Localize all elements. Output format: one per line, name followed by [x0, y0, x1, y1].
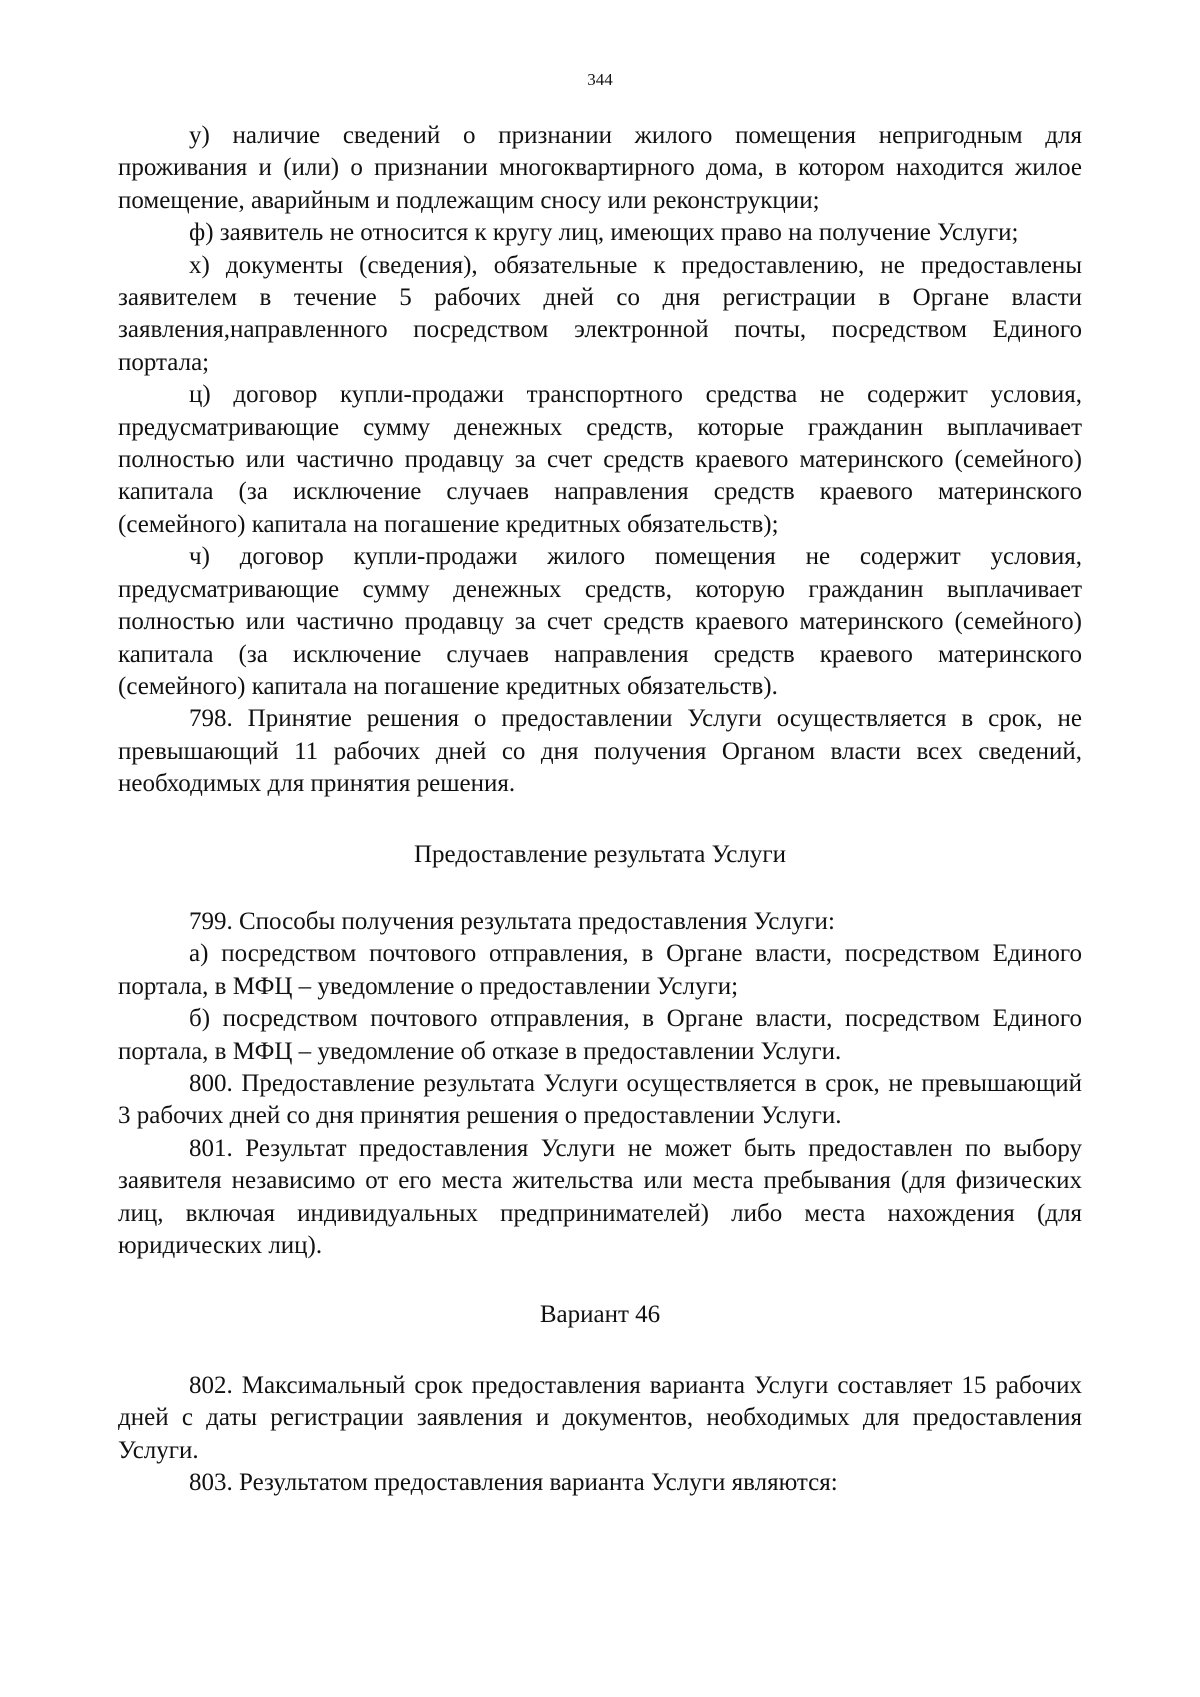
list-item-b: б) посредством почтового отправления, в Органе власти, посредством Единого портала, в МФЦ – уведомление об отказе в предоставлении Услуги. [118, 1005, 1082, 1065]
list-item-a: а) посредством почтового отправления, в Органе власти, посредством Единого портала, в МФЦ – уведомление о предоставлении Услуги; [118, 940, 1082, 1000]
paragraph-803: 803. Результатом предоставления варианта Услуги являются: [189, 1469, 838, 1497]
paragraph-801: 801. Результат предоставления Услуги не может быть предоставлен по выбору заявителя независимо от его места жительства или места пребывания (для физических лиц, включая индивидуальных предпринимателей) либо места нахождения (для юридических лиц). [118, 1134, 1082, 1259]
list-item-u: у) наличие сведений о признании жилого помещения непригодным для проживания и (или) о признании многоквартирного дома, в котором находится жилое помещение, аварийным и подлежащим сносу или реконструкции; [118, 122, 1082, 214]
paragraph-798: 798. Принятие решения о предоставлении Услуги осуществляется в срок, не превышающий 11 рабочих дней со дня получения Органом власти всех сведений, необходимых для принятия решения. [118, 705, 1082, 798]
document-body [118, 120, 1082, 1499]
list-item-ts: ц) договор купли-продажи транспортного средства не содержит условия, предусматривающие сумму денежных средств, которые гражданин выплачивает полностью или частично продавцу за счет средств краевого материнского (семейного) капитала (за исключение случаев направления средств краевого материнского (семейного) капитала на погашение кредитных обязательств); [118, 381, 1082, 538]
section-heading-result: Предоставление результата Услуги [414, 840, 786, 868]
list-item-ch: ч) договор купли-продажи жилого помещения не содержит условия, предусматривающие сумму денежных средств, которую гражданин выплачивает полностью или частично продавцу за счет средств краевого материнского (семейного) капитала (за исключение случаев направления средств краевого материнского (семейного) капитала на погашение кредитных обязательств). [118, 543, 1082, 700]
list-item-f: ф) заявитель не относится к кругу лиц, имеющих право на получение Услуги; [189, 219, 1019, 247]
section-heading-variant: Вариант 46 [539, 1301, 661, 1329]
list-item-kh: х) документы (сведения), обязательные к предоставлению, не предоставлены заявителем в течение 5 рабочих дней со дня регистрации в Органе власти заявления,направленного посредством электронной почты, посредством Единого портала; [118, 251, 1082, 376]
paragraph-800: 800. Предоставление результата Услуги осуществляется в срок, не превышающий 3 рабочих дней со дня принятия решения о предоставлении Услуги. [118, 1069, 1082, 1130]
page-number: 344 [587, 70, 613, 89]
paragraph-802: 802. Максимальный срок предоставления варианта Услуги составляет 15 рабочих дней с даты регистрации заявления и документов, необходимых для предоставления Услуги. [118, 1371, 1082, 1464]
paragraph-799: 799. Способы получения результата предоставления Услуги: [189, 907, 835, 935]
